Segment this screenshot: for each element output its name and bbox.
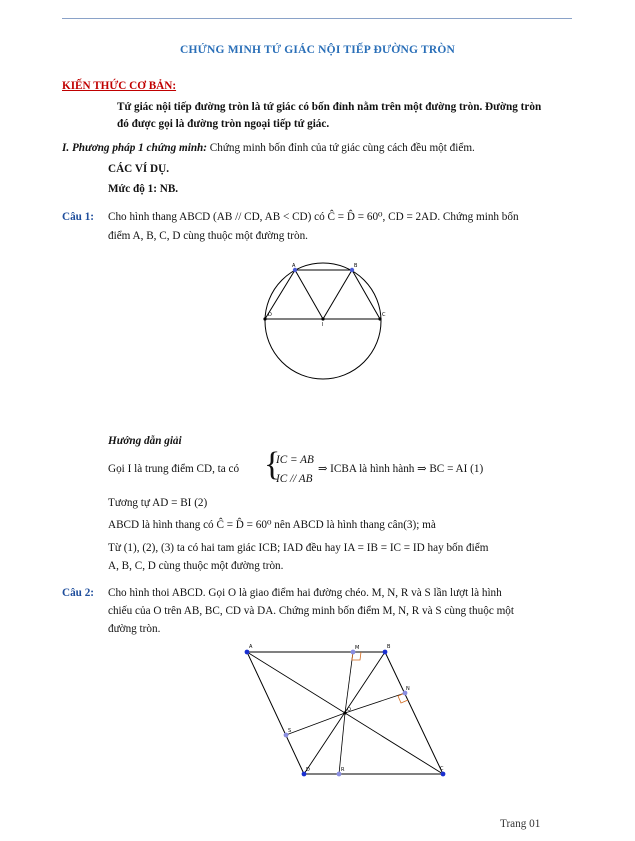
q2-line-1: Cho hình thoi ABCD. Gọi O là giao điểm hai đường chéo. M, N, R và S lần lượt là hình: [108, 587, 502, 599]
point-c: [441, 772, 446, 777]
point-d: [263, 317, 266, 320]
level-label: Mức độ 1: NB.: [108, 183, 179, 195]
point-i: [321, 317, 324, 320]
q1-line-2: điểm A, B, C, D cùng thuộc một đường tròn.: [108, 230, 308, 242]
segment-bi: [323, 270, 352, 319]
q1-label: Câu 1:: [62, 211, 95, 223]
system-eq-2: IC // AB: [276, 473, 313, 485]
q2-figure: [240, 640, 450, 780]
page-title: CHỨNG MINH TỨ GIÁC NỘI TIẾP ĐƯỜNG TRÒN: [180, 44, 455, 56]
label-b: B: [387, 644, 391, 650]
q2-line-2: chiếu của O trên AB, BC, CD và DA. Chứng minh bốn điểm M, N, R và S cùng thuộc một: [108, 605, 514, 617]
label-o: O: [347, 707, 351, 713]
solution-line-5: A, B, C, D cùng thuộc một đường tròn.: [108, 560, 284, 572]
q2-line-3: đường tròn.: [108, 623, 161, 635]
method-line: [62, 141, 475, 156]
label-r: R: [341, 767, 345, 773]
method-text: Chứng minh bốn đỉnh của tứ giác cùng cách đều một điểm.: [209, 142, 475, 154]
label-c: C: [382, 312, 386, 318]
label-c: C: [440, 766, 444, 772]
label-d: D: [306, 767, 310, 773]
header-rule: [62, 18, 572, 19]
method-label: I. Phương pháp 1 chứng minh:: [62, 142, 207, 154]
basics-line-1: Tứ giác nội tiếp đường tròn là tứ giác có bốn đỉnh nằm trên một đường tròn. Đường tròn: [117, 101, 542, 113]
solution-line-1-post: ⇒ ICBA là hình hành ⇒ BC = AI (1): [318, 463, 484, 475]
basics-line-2: đó được gọi là đường tròn ngoại tiếp tứ giác.: [117, 118, 330, 130]
label-m: M: [355, 645, 360, 651]
circumcircle: [265, 263, 381, 379]
segment-on: [345, 693, 405, 713]
segment-bc: [352, 270, 380, 319]
solution-line-1-pre: Gọi I là trung điểm CD, ta có: [108, 463, 240, 475]
segment-os: [286, 713, 345, 735]
point-a: [245, 650, 250, 655]
label-d: D: [268, 312, 272, 318]
q1-line-1: Cho hình thang ABCD (AB // CD, AB < CD) có Ĉ = D̂ = 60⁰, CD = 2AD. Chứng minh bốn: [108, 211, 519, 223]
segment-or: [339, 713, 345, 774]
q1-figure: [262, 260, 390, 388]
label-s: S: [288, 728, 292, 734]
segment-om: [345, 652, 353, 713]
system-eq-1: IC = AB: [276, 454, 314, 466]
label-a: A: [292, 263, 296, 269]
solution-line-3: ABCD là hình thang có Ĉ = D̂ = 60⁰ nên ABCD là hình thang cân(3); mà: [108, 519, 436, 531]
q2-label: Câu 2:: [62, 587, 95, 599]
section-heading-basics: KIẾN THỨC CƠ BẢN:: [62, 80, 177, 92]
solution-line-2: Tương tự AD = BI (2): [108, 497, 208, 509]
label-a: A: [249, 644, 253, 650]
page-number: Trang 01: [500, 818, 541, 830]
examples-heading: CÁC VÍ DỤ.: [108, 163, 170, 175]
label-i: I: [322, 322, 324, 328]
system-brace: {: [264, 446, 281, 483]
solution-line-4: Từ (1), (2), (3) ta có hai tam giác ICB; IAD đều hay IA = IB = IC = ID hay bốn điểm: [108, 542, 489, 554]
label-b: B: [354, 263, 358, 269]
solution-heading: Hướng dẫn giải: [108, 435, 182, 447]
label-n: N: [406, 686, 410, 692]
segment-ai: [295, 270, 323, 319]
point-b: [383, 650, 388, 655]
